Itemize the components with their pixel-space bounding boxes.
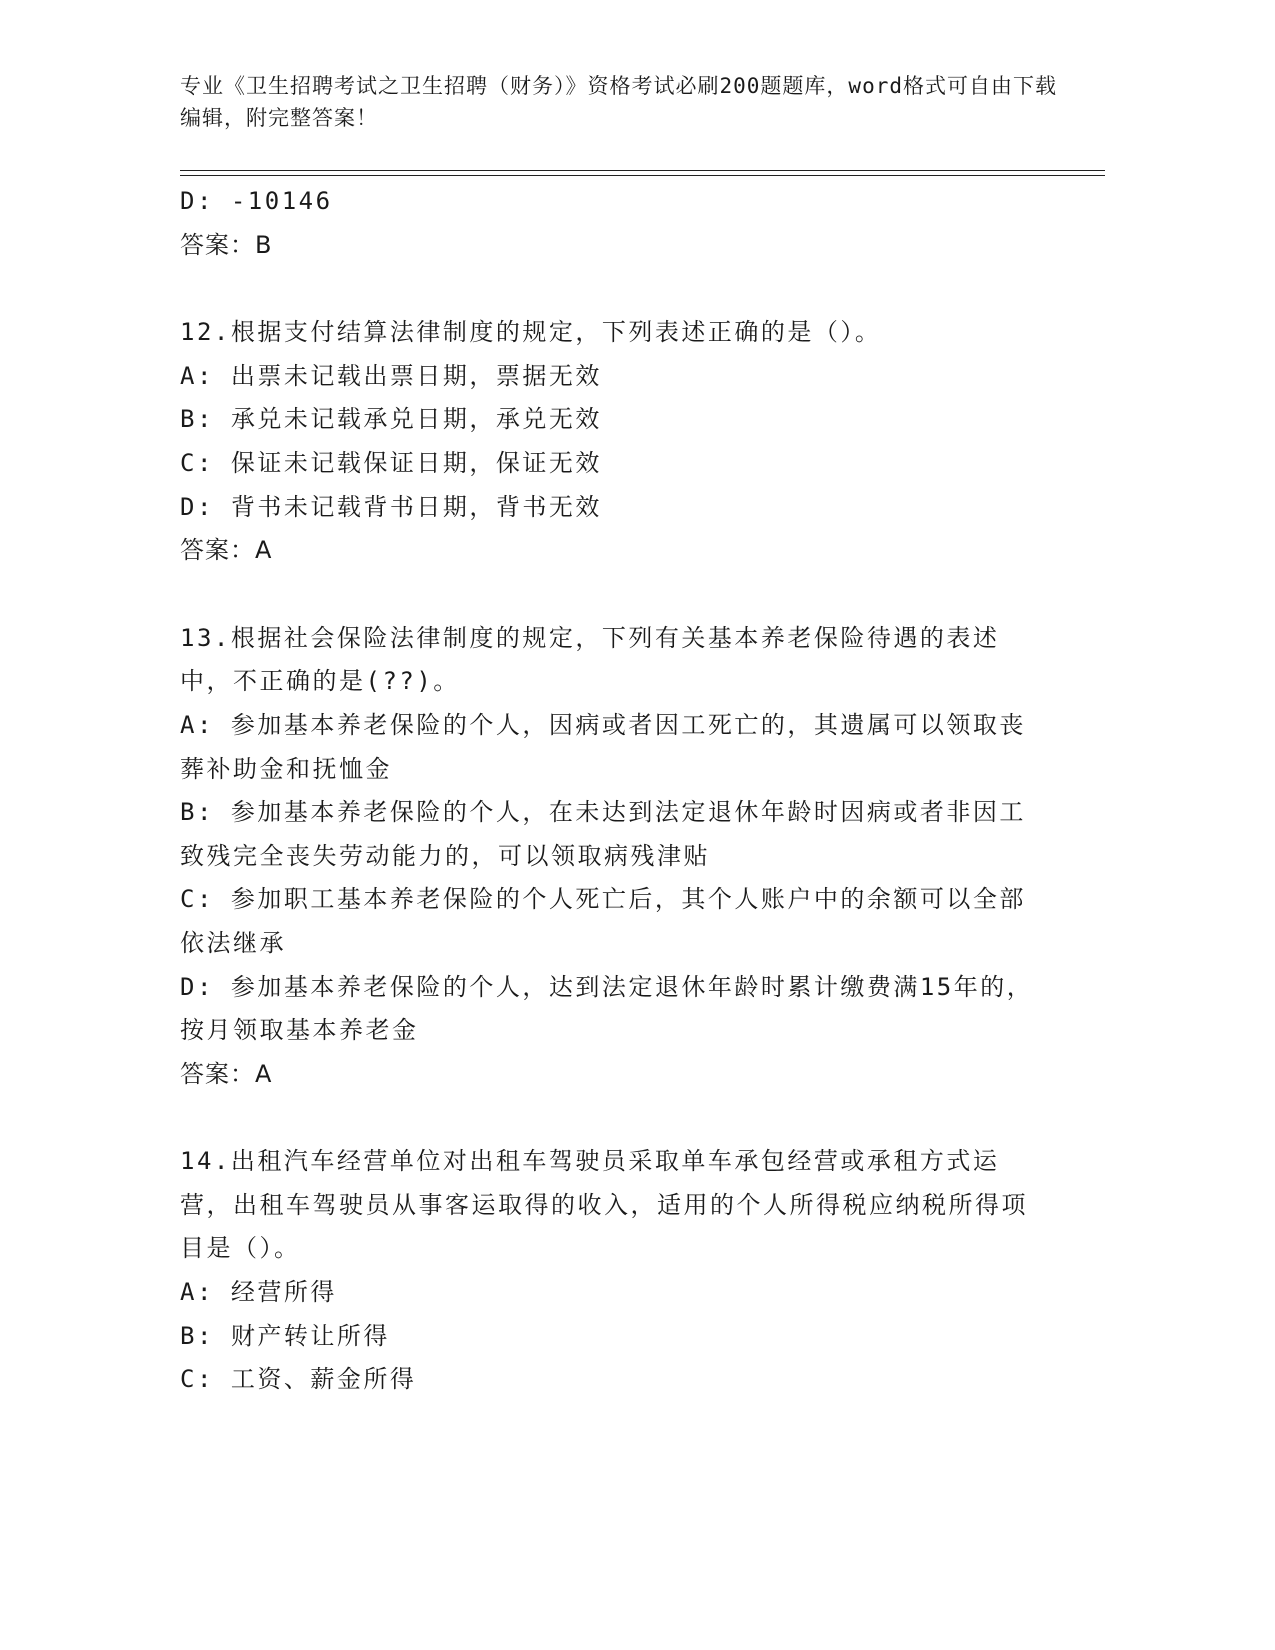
header-title: 专业《卫生招聘考试之卫生招聘（财务）》资格考试必刷200题题库，word格式可自由下载编辑，附完整答案！ [180,74,1057,130]
option-c: C: 工资、薪金所得 [180,1365,417,1394]
option-d: D: 参加基本养老保险的个人，达到法定退休年龄时累计缴费满15年的，按月领取基本养老金 [180,972,1034,1045]
answer: 答案：A [180,536,273,565]
header-rule-bottom [180,175,1105,176]
option-a: A: 参加基本养老保险的个人，因病或者因工死亡的，其遗属可以领取丧葬补助金和抚恤金 [180,710,1026,783]
question-12 [180,311,1040,573]
option-c: C: 保证未记载保证日期，保证无效 [180,448,602,477]
option-d: D: 背书未记载背书日期，背书无效 [180,492,602,521]
question-13 [180,617,1040,1097]
option-a: A: 经营所得 [180,1278,337,1307]
option-b: B: 承兑未记载承兑日期，承兑无效 [180,405,602,434]
header-rule-top [180,170,1105,171]
question-stem: 13.根据社会保险法律制度的规定，下列有关基本养老保险待遇的表述中，不正确的是(??)。 [180,623,1000,696]
option-a: A: 出票未记载出票日期，票据无效 [180,361,602,390]
question-stem: 14.出租汽车经营单位对出租车驾驶员采取单车承包经营或承租方式运营，出租车驾驶员从事客运取得的收入，适用的个人所得税应纳税所得项目是（）。 [180,1147,1028,1263]
spacer [180,1096,1040,1140]
question-stem: 12.根据支付结算法律制度的规定，下列表述正确的是（）。 [180,318,882,347]
question-14 [180,1140,1040,1402]
option-b: B: 参加基本养老保险的个人，在未达到法定退休年龄时因病或者非因工致残完全丧失劳动能力的，可以领取病残津贴 [180,798,1026,870]
prev-answer: 答案：B [180,230,273,259]
option-b: B: 财产转让所得 [180,1321,390,1350]
spacer [180,573,1040,617]
document-header [180,70,1060,134]
answer: 答案：A [180,1059,273,1088]
prev-option-d: D: -10146 [180,187,333,215]
question-content [180,180,1040,1402]
spacer [180,267,1040,311]
option-c: C: 参加职工基本养老保险的个人死亡后，其个人账户中的余额可以全部依法继承 [180,885,1026,957]
